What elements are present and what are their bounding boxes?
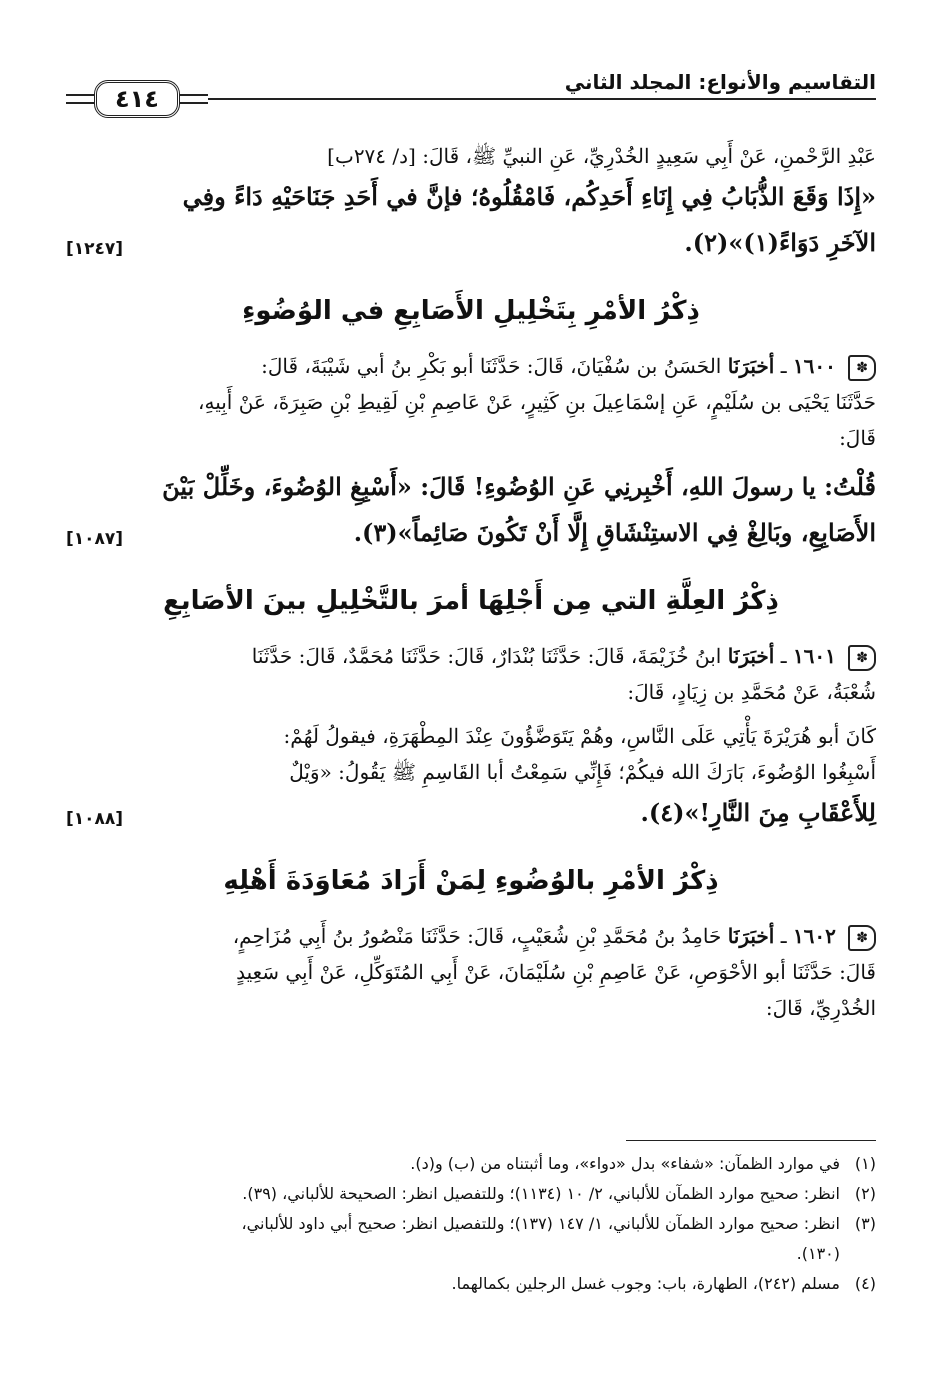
hadith-reference: [١٠٨٧] [66, 529, 124, 549]
footnote-text: في موارد الظمآن: «شفاء» بدل «دواء»، وما أثبتناه من (ب) و(د). [410, 1154, 840, 1173]
page-number-frame [66, 80, 208, 118]
hadith-number-marker-icon: ✽ [848, 355, 876, 381]
section-heading: ذِكْرُ الأمْرِ بالوُضُوءِ لِمَنْ أَرَادَ مُعَاوَدَةَ أَهْلِهِ [223, 866, 719, 896]
hadith-number-marker-icon: ✽ [848, 645, 876, 671]
isnad-text: الحَسَنُ بن سُفْيَانَ، قَالَ: حَدَّثَنَا أبو بَكْرِ بنُ أبي شَيْبَةَ، قَالَ: [261, 354, 722, 378]
hadith-reference: [١٠٨٨] [66, 809, 124, 829]
footnote-text: انظر: صحيح موارد الظمآن للألباني، ١/ ١٤٧ (١٣٧)؛ وللتفصيل انظر: صحيح أبي داود للألباني، [241, 1214, 840, 1233]
footnote-number: (٢) [854, 1184, 876, 1203]
hadith-number: ١٦٠٠ [792, 354, 836, 378]
akhbarana-label: أخبَرَنَا [727, 924, 775, 948]
running-header [66, 60, 876, 126]
hadith-number-marker-icon: ✽ [848, 925, 876, 951]
footnote-text: مسلم (٢٤٢)، الطهارة، باب: وجوب غسل الرجلين بكمالهما. [451, 1274, 840, 1293]
matn-line [66, 510, 876, 556]
intro-line: عَبْدِ الرَّحْمنِ، عَنْ أَبِي سَعِيدٍ الخُدْرِيِّ، عَنِ النبيِّ ﷺ، قَالَ: [د/ ٢٧٤ب] [327, 144, 876, 168]
double-rule [66, 94, 94, 104]
isnad-line: قَالَ: [839, 426, 876, 450]
footnote-separator [626, 1140, 876, 1141]
footnote [66, 1149, 876, 1179]
double-rule [180, 94, 208, 104]
isnad-text: حَامِدُ بنُ مُحَمَّدِ بْنِ شُعَيْبٍ، قَالَ: حَدَّثَنَا مَنْصُورُ بنُ أَبِي مُزَاحِمٍ، [232, 924, 722, 948]
footnote [66, 1269, 876, 1299]
hadith-text: «إِذَا وَقَعَ الذُّبَابُ فِي إِنَاءِ أَحَدِكُم، فَامْقُلُوهُ؛ فإنَّ في أَحَدِ جَنَاحَيْهِ دَاءً وفِي [182, 182, 876, 211]
footnote-text: انظر: صحيح موارد الظمآن للألباني، ٢/ ١٠ (١١٣٤)؛ وللتفصيل انظر: الصحيحة للألباني، (٣٩). [242, 1184, 840, 1203]
isnad-line: ✽ ١٦٠٢ ـ أخبَرَنَا حَامِدُ بنُ مُحَمَّدِ بْنِ شُعَيْبٍ، قَالَ: حَدَّثَنَا مَنْصُورُ بنُ أَبِي مُزَاحِمٍ، [66, 918, 876, 954]
matn-line: كَانَ أبو هُرَيْرَةَ يَأْتِي عَلَى النَّاسِ، وهُمْ يَتَوَضَّؤُونَ عِنْدَ المِطْهَرَةِ، فيقولُ لَهُمْ: [283, 724, 876, 748]
section [66, 586, 876, 836]
footnote-number: (٤) [854, 1274, 876, 1293]
isnad-line: الخُدْرِيِّ، قَالَ: [765, 996, 876, 1020]
hadith-text [66, 220, 876, 266]
page-number: ٤١٤ [94, 80, 180, 118]
isnad-text: ابنُ خُزَيْمَةَ، قَالَ: حَدَّثَنَا بُنْدَارٌ، قَالَ: حَدَّثَنَا مُحَمَّدٌ، قَالَ: حَدَّثَنَا [251, 644, 722, 668]
hadith-end: الآخَرِ دَوَاءً(١)»(٢). [684, 228, 876, 257]
footnote [66, 1239, 876, 1269]
hadith-number: ١٦٠١ [792, 644, 836, 668]
matn-line: أَسْبِغُوا الوُضُوءَ، بَارَكَ الله فيكُمْ؛ فَإِنِّي سَمِعْتُ أبا القَاسِمِ ﷺ يَقُولُ: «وَيْلٌ [289, 760, 876, 784]
footnote [66, 1209, 876, 1239]
isnad-line: ✽ ١٦٠١ ـ أخبَرَنَا ابنُ خُزَيْمَةَ، قَالَ: حَدَّثَنَا بُنْدَارٌ، قَالَ: حَدَّثَنَا مُحَمَّدٌ، قَالَ: حَدَّثَنَا [66, 638, 876, 674]
section [66, 296, 876, 556]
section-heading: ذِكْرُ الأمْرِ بِتَخْلِيلِ الأَصَابِعِ في الوُضُوءِ [242, 296, 700, 326]
page [66, 60, 876, 1026]
intro-block [66, 138, 876, 266]
isnad-line: حَدَّثَنَا يَحْيَى بن سُلَيْمٍ، عَنِ إسْمَاعِيلَ بنِ كَثِيرٍ، عَنْ عَاصِمِ بْنِ لَقِيطِ بْنِ صَبِرَةَ، عَنْ أَبِيهِ، [198, 390, 876, 414]
matn-line [66, 790, 876, 836]
isnad-line: ✽ ١٦٠٠ ـ أخبَرَنَا الحَسَنُ بن سُفْيَانَ، قَالَ: حَدَّثَنَا أبو بَكْرِ بنُ أبي شَيْبَةَ، قَالَ: [66, 348, 876, 384]
footnote-number: (١) [854, 1154, 876, 1173]
book-title: التقاسيم والأنواع: المجلد الثاني [564, 70, 876, 94]
hadith-reference: [١٢٤٧] [66, 239, 124, 259]
section-heading: ذِكْرُ العِلَّةِ التي مِن أَجْلِهَا أمرَ بالتَّخْلِيلِ بينَ الأصَابِعِ [163, 586, 779, 616]
akhbarana-label: أخبَرَنَا [727, 644, 775, 668]
footnote-text: (١٣٠). [796, 1244, 840, 1263]
matn-end: لِلأَعْقَابِ مِنَ النَّارِ!»(٤). [640, 798, 876, 827]
akhbarana-label: أخبَرَنَا [727, 354, 775, 378]
footnotes [66, 1140, 876, 1299]
section [66, 866, 876, 1026]
isnad-line: قَالَ: حَدَّثَنَا أبو الأحْوَصِ، عَنْ عَاصِمِ بْنِ سُلَيْمَانَ، عَنْ أَبِي المُتَوَكِّلِ، عَنْ أَبِي سَعِيدٍ [236, 960, 876, 984]
footnote [66, 1179, 876, 1209]
footnote-number: (٣) [854, 1214, 876, 1233]
matn-line: قُلْتُ: يا رسولَ اللهِ، أَخْبِرنِي عَنِ الوُضُوءِ! قَالَ: «أَسْبِغِ الوُضُوءَ، وخَلِّلْ بَيْنَ [162, 472, 876, 501]
hadith-number: ١٦٠٢ [792, 924, 836, 948]
isnad-line: شُعْبَةُ، عَنْ مُحَمَّدِ بن زِيَادٍ، قَالَ: [627, 680, 876, 704]
matn-end: الأَصَابِعِ، وبَالِغْ فِي الاستِنْشَاقِ إِلَّا أَنْ تَكُونَ صَائِماً»(٣). [353, 518, 876, 547]
